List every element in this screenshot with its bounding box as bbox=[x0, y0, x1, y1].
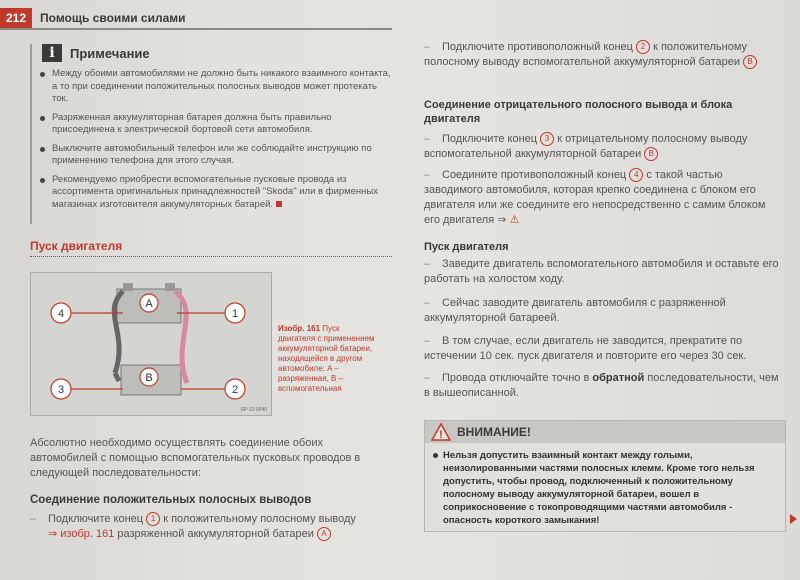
label-3 bbox=[51, 379, 71, 399]
label-a bbox=[140, 294, 158, 312]
note-box bbox=[30, 44, 394, 224]
battery-a-marker: A bbox=[317, 527, 331, 541]
terminal-2-marker: 2 bbox=[636, 40, 650, 54]
chapter-title: Помощь своими силами bbox=[40, 11, 186, 25]
note-item: Между обоими автомобилями не должно быть никакого взаимного контакта, а то при соединении положительных полосных выводов может протекать ток. bbox=[38, 68, 394, 106]
figure-caption: Изобр. 161 Пуск двигателя с применением аккумуляторной батареи, находящейся в другом автомобиле: A – разряженная, B – вспомогательная bbox=[278, 324, 375, 393]
page-header bbox=[0, 8, 392, 30]
note-item: Рекомендуемо приобрести вспомогательные пусковые провода из ассортимента оригинальных принадлежностей "Skoda" или в фирменных магазинах изготовителя аккумуляторных батарей. bbox=[38, 174, 394, 212]
warning-icon bbox=[431, 423, 451, 441]
figure-link[interactable]: ⇒ изобр. 161 bbox=[48, 528, 115, 540]
svg-text:3: 3 bbox=[57, 384, 65, 396]
next-page-arrow-icon bbox=[790, 514, 797, 524]
svg-text:4: 4 bbox=[57, 308, 65, 320]
label-4 bbox=[51, 303, 71, 323]
label-b bbox=[140, 368, 158, 386]
start-step: – Сейчас заводите двигатель автомобиля с разряженной аккумуляторной батареей. bbox=[424, 297, 726, 324]
svg-text:2: 2 bbox=[231, 384, 239, 396]
terminal-1-marker: 1 bbox=[146, 512, 160, 526]
negative-step-2: – Соедините противоположный конец 4 с такой частью заводимого автомобиля, которая крепко соединена с блоком его двигателя или же соедините его непосредственно с самим блоком его двигателя ⇒ ⚠ bbox=[424, 169, 766, 226]
svg-text:!: ! bbox=[439, 429, 443, 441]
warning-box bbox=[424, 420, 786, 532]
warning-triangle-icon: ⚠ bbox=[509, 214, 520, 226]
terminal-4-marker: 4 bbox=[629, 168, 643, 182]
battery-b-marker: B bbox=[743, 55, 757, 69]
warning-title: ВНИМАНИЕ! bbox=[457, 425, 531, 439]
warning-text: Нельзя допустить взаимный контакт между голыми, неизолированными частями полосных клемм. Кроме того нельзя допустить, чтобы провод, подключенный к положительному полосному выводу аккумуляторной батареи, вошел в соприкосновение с токопроводящими частями автомобиля - опасность короткого замыкания! bbox=[433, 449, 777, 527]
positive-step-2: – Подключите противоположный конец 2 к положительному полосному выводу вспомогательной аккумуляторной батареи B bbox=[424, 40, 784, 70]
label-1 bbox=[225, 303, 245, 323]
figure-code: SP-12-0040 bbox=[240, 407, 267, 413]
section-title: Пуск двигателя bbox=[30, 239, 392, 257]
note-title: Примечание bbox=[70, 45, 150, 61]
info-icon: i bbox=[42, 44, 62, 62]
intro-paragraph: Абсолютно необходимо осуществлять соединение обоих автомобилей с помощью вспомогательных пусковых проводов в следующей последовательности: bbox=[30, 437, 361, 479]
positive-step-1: – Подключите конец 1 к положительному полосному выводу ⇒ изобр. 161 разряженной аккумуляторной батареи A bbox=[30, 513, 356, 540]
battery-b-marker: B bbox=[644, 147, 658, 161]
svg-text:A: A bbox=[145, 298, 153, 310]
warning-header bbox=[425, 421, 785, 443]
positive-connection-title: Соединение положительных полосных выводов bbox=[30, 494, 312, 506]
start-step: – Провода отключайте точно в обратной последовательности, чем в вышеописанной. bbox=[424, 372, 779, 399]
label-2 bbox=[225, 379, 245, 399]
jump-start-figure bbox=[30, 272, 272, 416]
start-step: – Заведите двигатель вспомогательного автомобиля и оставьте его работать на холостом ходу. bbox=[424, 258, 779, 285]
svg-text:B: B bbox=[145, 372, 153, 384]
negative-connection-title: Соединение отрицательного полосного вывода и блока двигателя bbox=[424, 99, 733, 125]
terminal-3-marker: 3 bbox=[540, 132, 554, 146]
jump-start-diagram bbox=[31, 273, 271, 415]
negative-step-1: – Подключите конец 3 к отрицательному полосному выводу вспомогательной аккумуляторной батареи B bbox=[424, 133, 748, 160]
note-item: Разряженная аккумуляторная батарея должна быть правильно присоединена к электрической бортовой сети автомобиля. bbox=[38, 112, 394, 137]
end-mark-icon bbox=[276, 201, 282, 207]
svg-text:1: 1 bbox=[231, 308, 239, 320]
note-header bbox=[42, 44, 394, 62]
page-number: 212 bbox=[0, 8, 32, 28]
start-engine-title: Пуск двигателя bbox=[424, 241, 509, 253]
start-step: – В том случае, если двигатель не заводится, прекратите по истечении 10 сек. пуск двигателя и повторите его через 30 сек. bbox=[424, 335, 747, 362]
note-item: Выключите автомобильный телефон или же соблюдайте инструкцию по применению телефона для этого случая. bbox=[38, 143, 394, 168]
